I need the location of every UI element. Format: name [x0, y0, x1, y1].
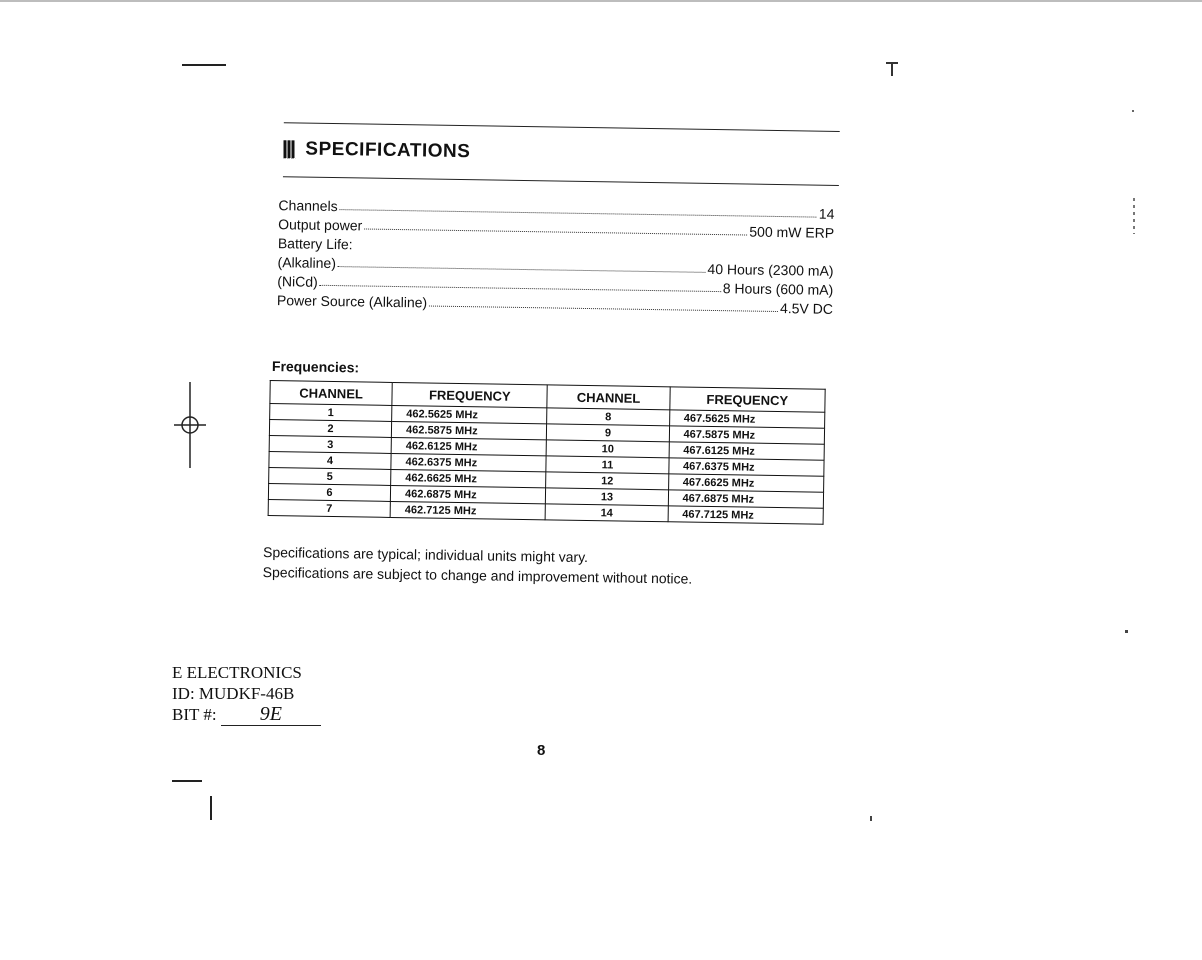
- frequencies-label: Frequencies:: [271, 358, 360, 376]
- channel-cell: 1: [270, 404, 392, 422]
- frequency-cell: 467.6125 MHz: [669, 442, 825, 460]
- column-header: FREQUENCY: [392, 382, 548, 407]
- channel-cell: 5: [269, 468, 391, 486]
- spec-value: 8 Hours (600 mA): [722, 280, 834, 298]
- frequency-cell: 467.6875 MHz: [668, 490, 824, 508]
- spec-label: (Alkaline): [277, 254, 337, 272]
- frequency-cell: 462.5875 MHz: [391, 421, 547, 439]
- scan-top-edge: [0, 0, 1202, 2]
- section-heading: [283, 138, 470, 163]
- spec-label: Output power: [278, 216, 363, 234]
- note-typical: Specifications are typical; individual units might vary.: [262, 543, 589, 566]
- frequency-cell: 462.6875 MHz: [390, 485, 546, 503]
- frequency-table: [268, 380, 826, 525]
- channel-cell: 8: [547, 408, 669, 426]
- top-rule: [284, 122, 840, 132]
- spec-value: 14: [818, 205, 835, 222]
- column-header: FREQUENCY: [669, 387, 825, 412]
- exhibit-id: ID: MUDKF-46B: [172, 684, 295, 703]
- spec-label: Power Source (Alkaline): [276, 292, 428, 311]
- leader-dots: [429, 306, 778, 312]
- channel-cell: 4: [269, 452, 391, 470]
- channel-cell: 9: [547, 424, 669, 442]
- channel-cell: 3: [269, 436, 391, 454]
- page-number: 8: [537, 742, 546, 759]
- speckle-dot: [1132, 110, 1134, 112]
- spec-list: [277, 194, 835, 317]
- note-change: Specifications are subject to change and improvement without notice.: [262, 563, 693, 587]
- exhibit-number-value: 9E: [221, 704, 321, 726]
- channel-cell: 7: [268, 500, 390, 518]
- frequency-cell: 467.5875 MHz: [669, 426, 825, 444]
- spec-value: 40 Hours (2300 mA): [707, 260, 834, 279]
- frequency-cell: 462.7125 MHz: [390, 501, 546, 519]
- frequency-cell: 467.5625 MHz: [669, 410, 825, 428]
- channel-cell: 14: [546, 504, 668, 522]
- spec-value: 500 mW ERP: [749, 223, 835, 241]
- spec-notes: [263, 542, 834, 591]
- registration-crosshair-icon: [172, 382, 206, 468]
- speckle-dot: [870, 816, 872, 821]
- channel-cell: 12: [546, 472, 668, 490]
- speckle-right: [1133, 198, 1135, 234]
- specifications-section: [262, 110, 850, 639]
- exhibit-number-label: BIT #:: [172, 705, 217, 724]
- frequency-cell: 467.7125 MHz: [668, 506, 824, 524]
- section-title: SPECIFICATIONS: [305, 138, 471, 163]
- spec-value: 4.5V DC: [779, 300, 834, 317]
- column-header: CHANNEL: [547, 385, 669, 410]
- channel-cell: 2: [269, 420, 391, 438]
- channel-cell: 6: [268, 484, 390, 502]
- spec-label: Channels: [278, 197, 338, 215]
- bottom-rule: [283, 176, 839, 186]
- corner-mark-top-left: [182, 64, 226, 66]
- frequency-cell: 462.6375 MHz: [391, 453, 547, 471]
- channel-cell: 13: [546, 488, 668, 506]
- spec-label: Battery Life:: [277, 235, 353, 253]
- column-header: CHANNEL: [270, 381, 392, 406]
- channel-cell: 11: [546, 456, 668, 474]
- exhibit-label: [172, 662, 321, 726]
- frequency-cell: 462.5625 MHz: [392, 405, 548, 423]
- corner-mark-bottom-left-vertical: [210, 796, 212, 820]
- exhibit-company: E ELECTRONICS: [172, 663, 302, 682]
- heading-bar-icon: [283, 140, 295, 158]
- spec-label: (NiCd): [277, 273, 318, 290]
- frequency-cell: 462.6625 MHz: [391, 469, 547, 487]
- frequency-cell: 462.6125 MHz: [391, 437, 547, 455]
- corner-mark-bottom-left: [172, 780, 202, 782]
- frequency-cell: 467.6625 MHz: [668, 474, 824, 492]
- corner-mark-top-right: [886, 62, 900, 78]
- frequency-cell: 467.6375 MHz: [668, 458, 824, 476]
- speckle-dot: [1125, 630, 1128, 633]
- exhibit-number-row: [172, 704, 321, 726]
- channel-cell: 10: [547, 440, 669, 458]
